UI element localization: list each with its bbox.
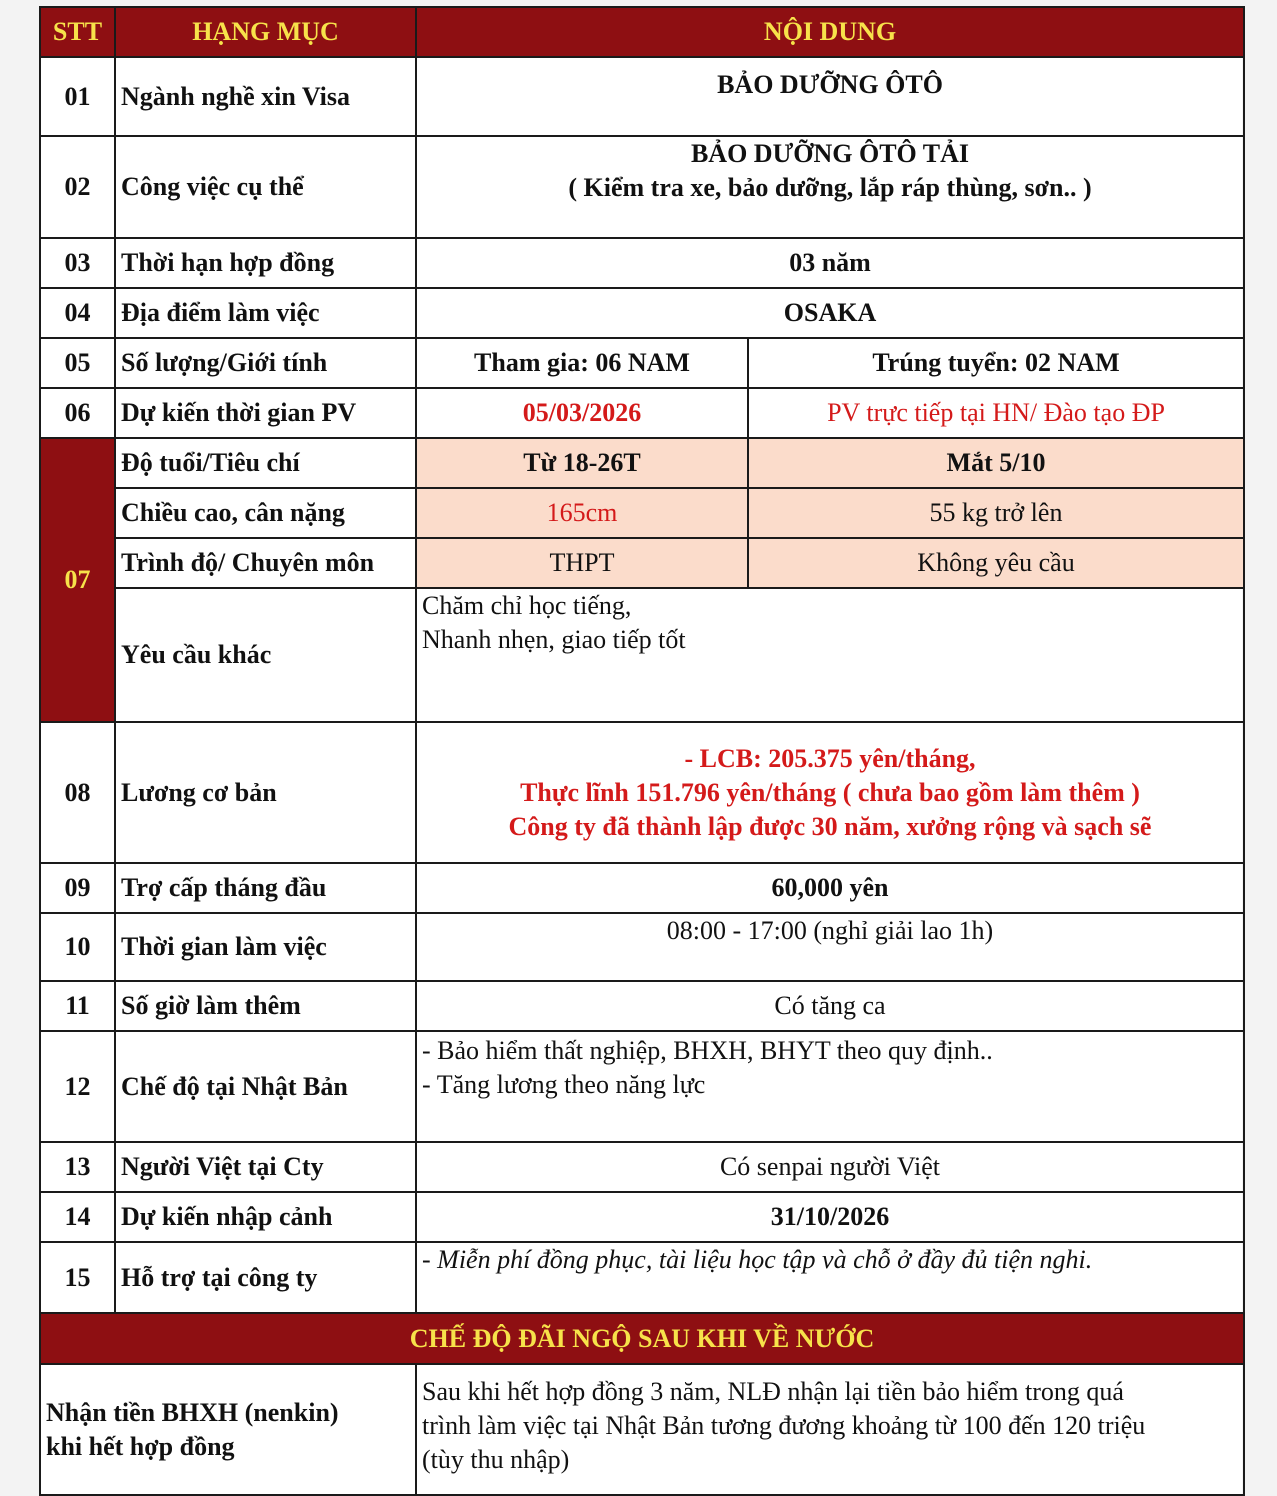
row-label: Độ tuổi/Tiêu chí [115,438,416,488]
row-label: Trình độ/ Chuyên môn [115,538,416,588]
row-value [416,1364,1244,1495]
row-number: 06 [40,388,115,438]
row-number: 12 [40,1031,115,1142]
table-row [40,488,1244,538]
job-detail: ( Kiểm tra xe, bảo dưỡng, lắp ráp thùng, sơn.. ) [568,173,1092,202]
row-label: Dự kiến thời gian PV [115,388,416,438]
job-info-table [39,6,1245,1496]
row-value: OSAKA [416,288,1244,338]
interview-method: PV trực tiếp tại HN/ Đào tạo ĐP [748,388,1244,438]
row-label: Dự kiến nhập cảnh [115,1192,416,1242]
row-number: 03 [40,238,115,288]
table-row [40,1364,1244,1495]
interview-date: 05/03/2026 [416,388,748,438]
row-number: 07 [40,438,115,722]
salary-line: Thực lĩnh 151.796 yên/tháng ( chưa bao gồm làm thêm ) [520,777,1140,807]
row-number: 11 [40,981,115,1031]
row-value [416,1031,1244,1142]
benefit-line: - Tăng lương theo năng lực [422,1070,706,1099]
row-label: Địa điểm làm việc [115,288,416,338]
table-row [40,913,1244,981]
row-number: 10 [40,913,115,981]
table-row [40,288,1244,338]
row-label: Chiều cao, cân nặng [115,488,416,538]
row-label: Thời hạn hợp đồng [115,238,416,288]
row-label: Số lượng/Giới tính [115,338,416,388]
row-value: 03 năm [416,238,1244,288]
row-value [416,588,1244,722]
requirement-line: Nhanh nhẹn, giao tiếp tốt [422,625,686,654]
row-number: 04 [40,288,115,338]
row-label [40,1364,416,1495]
text-line: (tùy thu nhập) [422,1445,570,1474]
height-value: 165cm [416,488,748,538]
table-row [40,588,1244,722]
table-row [40,1142,1244,1192]
row-number: 02 [40,136,115,238]
table-row [40,1192,1244,1242]
table-row [40,238,1244,288]
table-row [40,57,1244,136]
row-value: 60,000 yên [416,863,1244,913]
table-row [40,388,1244,438]
row-value: 31/10/2026 [416,1192,1244,1242]
table-row [40,136,1244,238]
header-category: HẠNG MỤC [115,7,416,57]
header-stt: STT [40,7,115,57]
table-row [40,538,1244,588]
row-number: 01 [40,57,115,136]
eyesight: Mắt 5/10 [748,438,1244,488]
row-label: Hỗ trợ tại công ty [115,1242,416,1313]
salary-line: Công ty đã thành lập được 30 năm, xưởng rộng và sạch sẽ [508,811,1152,841]
table-row [40,438,1244,488]
row-number: 08 [40,722,115,863]
weight-value: 55 kg trở lên [748,488,1244,538]
education-value: THPT [416,538,748,588]
row-value: - Miễn phí đồng phục, tài liệu học tập và chỗ ở đầy đủ tiện nghi. [416,1242,1244,1313]
row-label: Chế độ tại Nhật Bản [115,1031,416,1142]
requirement-line: Chăm chỉ học tiếng, [422,591,632,620]
text-line: trình làm việc tại Nhật Bản tương đương khoảng từ 100 đến 120 triệu [422,1411,1146,1440]
job-title: BẢO DƯỠNG ÔTÔ TẢI [690,139,970,168]
row-number: 05 [40,338,115,388]
table-row [40,1031,1244,1142]
row-label: Thời gian làm việc [115,913,416,981]
table-row [40,722,1244,863]
participants-value: Tham gia: 06 NAM [416,338,748,388]
row-label: Trợ cấp tháng đầu [115,863,416,913]
row-value: Có tăng ca [416,981,1244,1031]
specialty-value: Không yêu cầu [748,538,1244,588]
salary-value [416,722,1244,863]
row-label: Công việc cụ thể [115,136,416,238]
row-label: Lương cơ bản [115,722,416,863]
row-number: 13 [40,1142,115,1192]
salary-line: - LCB: 205.375 yên/tháng, [684,743,976,773]
row-number: 15 [40,1242,115,1313]
header-row [40,7,1244,57]
table-row [40,338,1244,388]
row-value [416,136,1244,238]
section-title: CHẾ ĐỘ ĐÃI NGỘ SAU KHI VỀ NƯỚC [40,1313,1244,1364]
row-value: BẢO DƯỠNG ÔTÔ [416,57,1244,136]
row-value: 08:00 - 17:00 (nghỉ giải lao 1h) [416,913,1244,981]
label-line: khi hết hợp đồng [46,1431,235,1461]
selected-value: Trúng tuyển: 02 NAM [748,338,1244,388]
row-number: 14 [40,1192,115,1242]
table-row [40,863,1244,913]
label-line: Nhận tiền BHXH (nenkin) [46,1397,339,1427]
section-header-row [40,1313,1244,1364]
table-row [40,1242,1244,1313]
row-label: Số giờ làm thêm [115,981,416,1031]
row-label: Người Việt tại Cty [115,1142,416,1192]
row-number: 09 [40,863,115,913]
text-line: Sau khi hết hợp đồng 3 năm, NLĐ nhận lại tiền bảo hiểm trong quá [422,1377,1124,1406]
benefit-line: - Bảo hiểm thất nghiệp, BHXH, BHYT theo quy định.. [422,1036,993,1065]
row-label: Ngành nghề xin Visa [115,57,416,136]
header-content: NỘI DUNG [416,7,1244,57]
row-value: Có senpai người Việt [416,1142,1244,1192]
row-label: Yêu cầu khác [115,588,416,722]
table-row [40,981,1244,1031]
age-range: Từ 18-26T [416,438,748,488]
